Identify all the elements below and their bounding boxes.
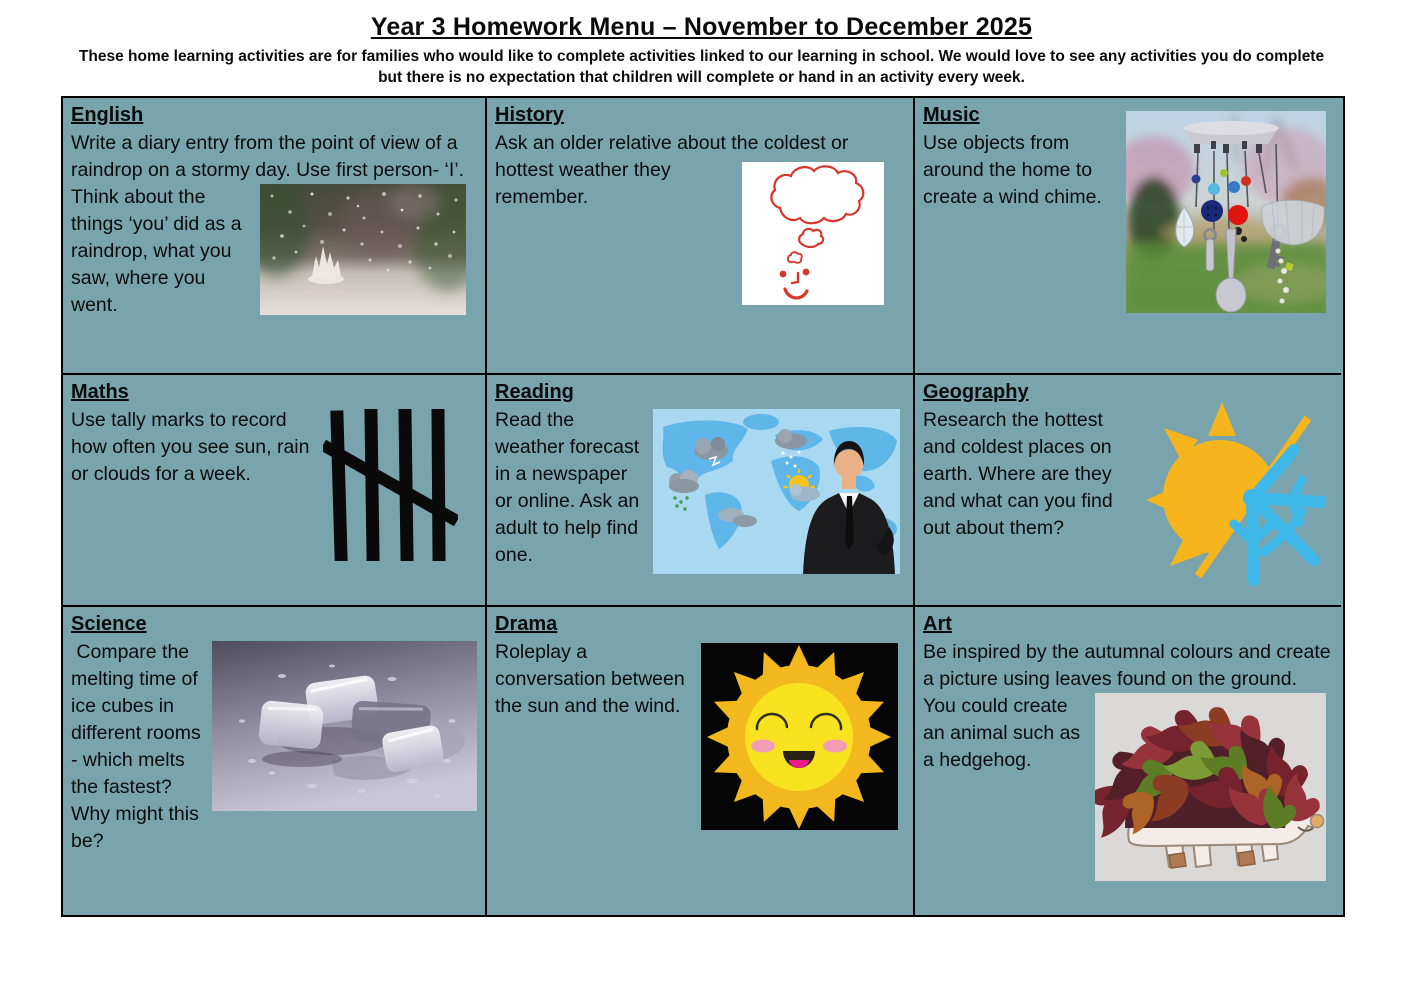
tally-marks-image [323,409,458,561]
cell-music [915,98,1341,375]
cell-geography-heading: Geography [923,381,1029,403]
cell-maths-heading: Maths [71,381,129,403]
cell-drama-heading: Drama [495,613,558,635]
cell-drama [487,607,915,915]
page-title: Year 3 Homework Menu – November to December 2025 [370,13,1033,41]
sun-snowflake-image [1142,394,1325,589]
leaf-hedgehog-image [1095,693,1326,881]
cell-science-heading: Science [71,613,147,635]
cell-maths-text: Use tally marks to record how often you see sun, rain or clouds for a week. [71,409,310,485]
cell-geography [915,375,1341,607]
cell-music-text: Use objects from around the home to create a wind chime. [923,132,1102,208]
rain-splash-image [260,184,466,315]
cell-history [487,98,915,375]
cell-art-text: Be inspired by the autumnal colours and create a picture using leaves found on the ground. You could create an animal such as a hedgehog. [923,641,1331,771]
cell-english-text: Write a diary entry from the point of view of a raindrop on a stormy day. Use first person- ‘I’. Think about the things ‘you’ did as a raindrop, what you saw, where you went. [71,132,465,316]
thought-bubble-image [742,162,884,305]
cell-maths [63,375,487,607]
cell-reading [487,375,915,607]
cell-science [63,607,487,915]
page-subtitle: These home learning activities are for families who would like to complete activities linked to our learning in school. We would love to see any activities you do complete but there is no expectation that children will complete or hand in an activity every week. [78,48,1325,86]
cartoon-sun-image [701,643,898,830]
cell-english [63,98,487,375]
cell-english-heading: English [71,104,144,126]
cell-music-heading: Music [923,104,980,126]
cell-history-heading: History [495,104,564,126]
cell-reading-text: Read the weather forecast in a newspaper or online. Ask an adult to help find one. [495,409,640,566]
cell-science-text: Compare the melting time of ice cubes in different rooms - which melts the fastest? Why might this be? [71,641,201,852]
cell-history-text: Ask an older relative about the coldest or hottest weather they remember. [495,132,849,208]
homework-menu-table [61,96,1345,917]
cell-art-heading: Art [923,613,952,635]
cell-art [915,607,1341,915]
cell-geography-text: Research the hottest and coldest places on earth. Where are they and what can you find out about them? [923,409,1113,539]
cell-reading-heading: Reading [495,381,574,403]
weather-forecaster-image [653,409,900,574]
cell-drama-text: Roleplay a conversation between the sun and the wind. [495,641,685,717]
melting-ice-image [212,641,477,811]
wind-chime-image [1126,111,1326,313]
